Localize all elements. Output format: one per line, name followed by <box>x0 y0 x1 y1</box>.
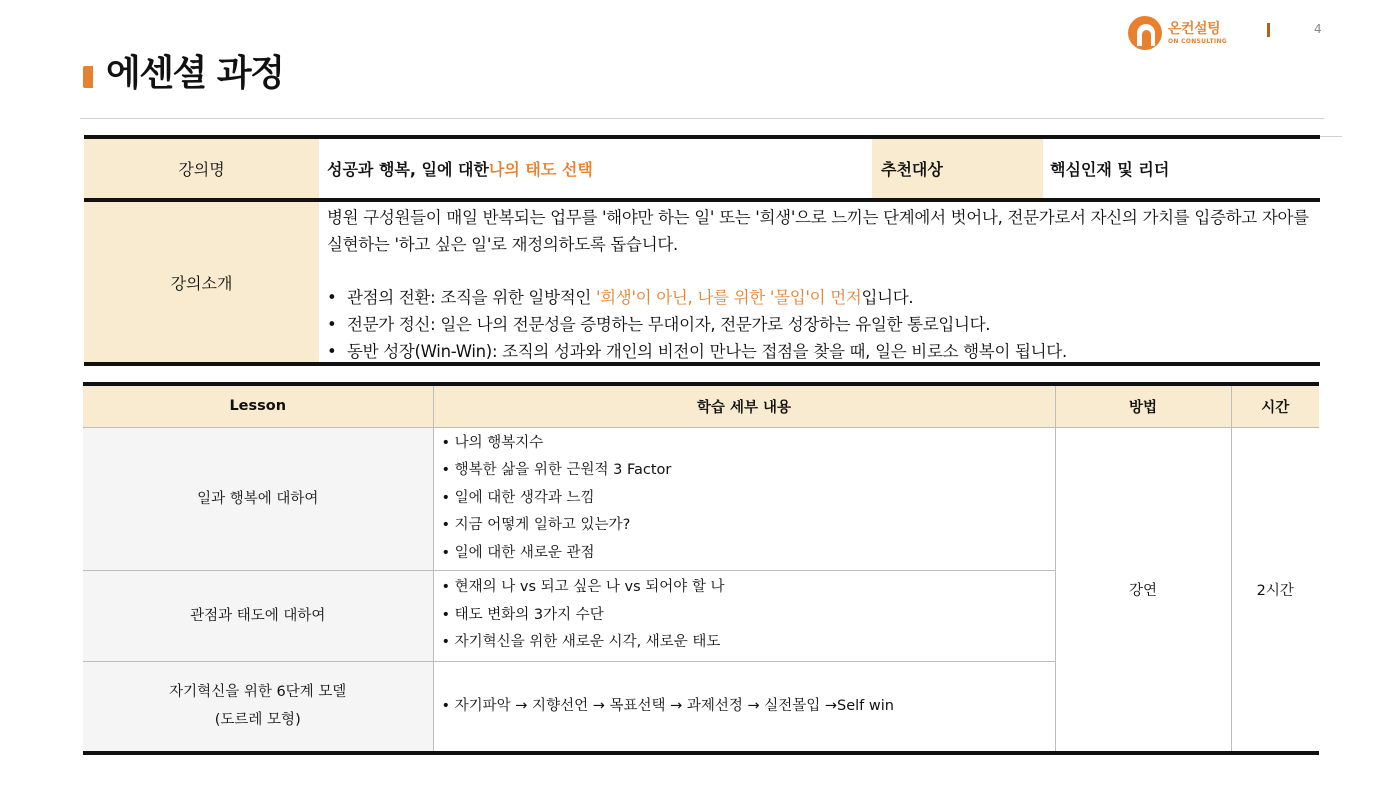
bullet-marker: • <box>327 288 337 307</box>
logo-mark-icon <box>1128 16 1162 50</box>
lesson-name <box>83 661 433 751</box>
bullet-text: 동반 성장(Win-Win): 조직의 성과와 개인의 비전이 만나는 접점을 찾을 때, 일은 비로소 행복이 됩니다. <box>347 342 1067 361</box>
intro-label: 강의소개 <box>84 202 319 362</box>
bullet-suffix: 입니다. <box>861 288 914 307</box>
bullet-marker: • <box>327 342 337 361</box>
time-cell: 2시간 <box>1231 427 1319 751</box>
list-item: • 행복한 삶을 위한 근원적 3 Factor <box>441 462 672 479</box>
course-label: 강의명 <box>84 139 319 198</box>
bullet-marker: • <box>327 315 337 334</box>
company-logo <box>1128 16 1227 50</box>
lesson-content <box>433 570 1055 661</box>
course-info-table <box>84 135 1320 366</box>
bullet-text: 전문가 정신: 일은 나의 전문성을 증명하는 무대이자, 전문가로 성장하는 유일한 통로입니다. <box>347 315 991 334</box>
list-item: • 일에 대한 생각과 느낌 <box>441 489 595 506</box>
lesson-table <box>83 382 1319 755</box>
intro-bullet <box>327 284 1310 311</box>
logo-subtitle: ON CONSULTING <box>1168 37 1227 45</box>
list-item: • 태도 변화의 3가지 수단 <box>441 606 604 623</box>
header-divider <box>1267 23 1270 37</box>
table-row <box>83 427 1319 570</box>
lesson-name-line: 자기혁신을 위한 6단계 모델 <box>169 684 347 701</box>
lesson-name: 관점과 태도에 대하여 <box>83 570 433 661</box>
method-cell: 강연 <box>1055 427 1231 751</box>
title-accent-bar <box>83 66 93 88</box>
header-time: 시간 <box>1231 386 1319 427</box>
list-item: • 자기혁신을 위한 새로운 시각, 새로운 태도 <box>441 634 721 651</box>
course-name-prefix: 성공과 행복, 일에 대한 <box>327 160 489 179</box>
list-item: • 나의 행복지수 <box>441 434 544 451</box>
title-rule <box>80 118 1324 119</box>
header-lesson: Lesson <box>83 386 433 427</box>
intro-text <box>327 204 1310 365</box>
target-value: 핵심인재 및 리더 <box>1050 160 1170 179</box>
lesson-name: 일과 행복에 대하여 <box>83 427 433 570</box>
lesson-content <box>433 661 1055 751</box>
header-method: 방법 <box>1055 386 1231 427</box>
bullet-highlight: '희생'이 아닌, 나를 위한 '몰입'이 먼저 <box>595 288 862 307</box>
bullet-prefix: 관점의 전환: 조직을 위한 일방적인 <box>347 288 596 307</box>
course-name-highlight: 나의 태도 선택 <box>488 160 593 179</box>
list-item: • 현재의 나 vs 되고 싶은 나 vs 되어야 할 나 <box>441 579 725 596</box>
list-item: • 자기파악 → 지향선언 → 목표선택 → 과제선정 → 실전몰입 →Self win <box>441 697 894 714</box>
title-rule-tail <box>1320 136 1342 137</box>
header-content: 학습 세부 내용 <box>433 386 1055 427</box>
list-item: • 지금 어떻게 일하고 있는가? <box>441 517 631 534</box>
logo-name: 온컨설팅 <box>1168 20 1221 37</box>
course-intro-row <box>84 202 1320 366</box>
lesson-content <box>433 427 1055 570</box>
target-label: 추천대상 <box>872 139 1043 198</box>
intro-bullet <box>327 338 1310 365</box>
lesson-name-line: (도르레 모형) <box>214 712 301 729</box>
course-name-row <box>84 135 1320 202</box>
page-title: 에센셜 과정 <box>106 53 284 94</box>
course-name <box>327 139 867 198</box>
intro-paragraph: 병원 구성원들이 매일 반복되는 업무를 '해야만 하는 일' 또는 '희생'으로 느끼는 단계에서 벗어나, 전문가로서 자신의 가치를 입증하고 자아를 실현하는 '하고 싶은 일'로 재정의하도록 돕습니다. <box>327 208 1309 254</box>
page-number: 4 <box>1314 22 1322 36</box>
intro-bullet <box>327 311 1310 338</box>
list-item: • 일에 대한 새로운 관점 <box>441 544 595 561</box>
